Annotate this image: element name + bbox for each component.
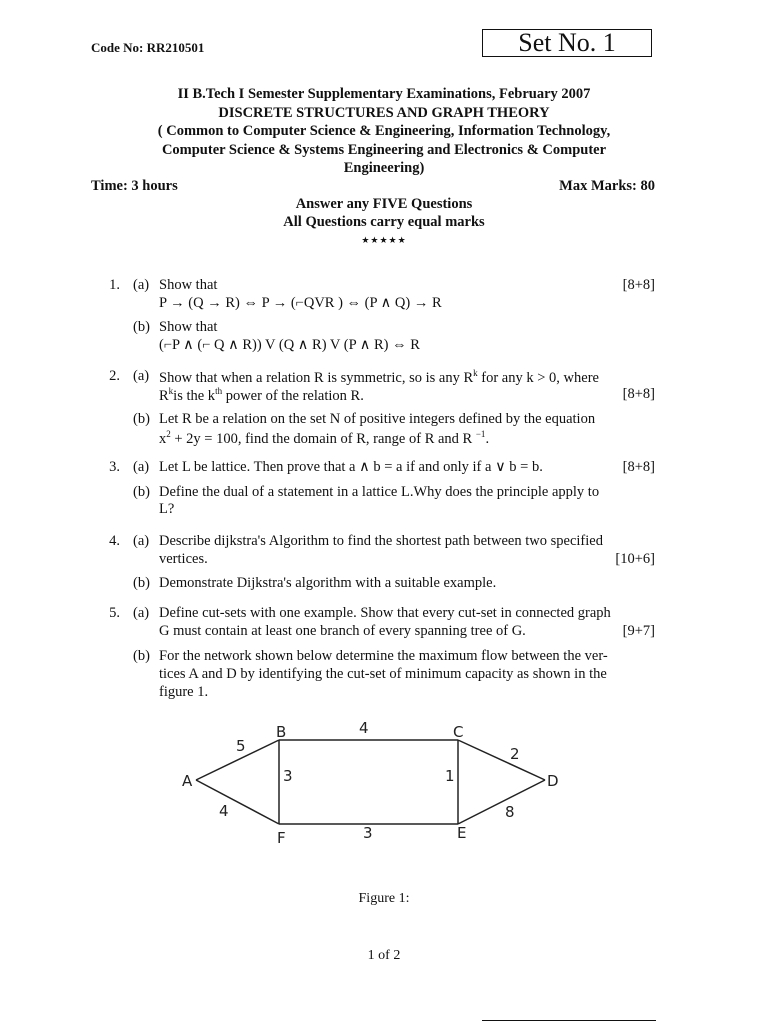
q5a-line2: G must contain at least one branch of every spanning tree of G.	[159, 623, 526, 639]
instruction-equal-marks: All Questions carry equal marks	[283, 214, 485, 230]
q3a-label: (a)	[133, 459, 150, 475]
q2a-line2-sup1: k	[168, 386, 174, 396]
footer-rule	[482, 1020, 656, 1021]
q2b-line2-sup2: −1	[475, 429, 486, 439]
q2b-line2-pre: x	[159, 430, 167, 447]
common-to-line2: Computer Science & Systems Engineering and Electronics & Computer	[161, 142, 607, 158]
stars-divider: ★★★★★	[361, 236, 407, 246]
figure-caption: Figure 1:	[358, 891, 410, 906]
q3b-label: (b)	[133, 484, 150, 500]
q3b-line1: Define the dual of a statement in a lattice L.Why does the principle apply to	[159, 484, 600, 500]
q5-marks: [9+7]	[622, 623, 655, 639]
weight-cd: 2	[510, 745, 520, 763]
q1a-expression: P → (Q → R) ⇔ P → (⌐QVR ) ⇔ (P ∧ Q) → R	[159, 295, 442, 311]
q2a-line2-sup2: th	[215, 386, 223, 396]
q2-marks: [8+8]	[622, 386, 655, 402]
node-e-label: E	[457, 824, 467, 842]
common-to-line3: Engineering)	[343, 160, 425, 176]
instruction-answer-five: Answer any FIVE Questions	[295, 196, 473, 212]
q2a-line2-post: power of the relation R.	[222, 387, 364, 404]
edge-af	[196, 780, 279, 824]
q2a-line1-post: for any k > 0, where	[477, 369, 599, 386]
q1b-label: (b)	[133, 319, 150, 335]
q5b-line1: For the network shown below determine the maximum flow between the ver-	[159, 648, 608, 664]
q5b-line3: figure 1.	[159, 684, 209, 700]
q5b-label: (b)	[133, 648, 150, 664]
weight-bf: 3	[283, 767, 293, 785]
edge-cd	[458, 740, 545, 780]
weight-ab: 5	[236, 737, 246, 755]
weight-af: 4	[219, 802, 229, 820]
q1a-text: Show that	[159, 277, 218, 293]
weight-fe: 3	[363, 824, 373, 842]
node-a-label: A	[182, 772, 193, 790]
q2b-line2-mid: + 2y = 100, find the domain of R, range of R and R	[170, 430, 476, 447]
q5a-label: (a)	[133, 605, 150, 621]
subject-title: DISCRETE STRUCTURES AND GRAPH THEORY	[218, 105, 550, 121]
q2-number: 2.	[109, 368, 120, 384]
q2a-line1-pre: Show that when a relation R is symmetric, so is any R	[159, 369, 474, 386]
q3-number: 3.	[109, 459, 120, 475]
q1a-label: (a)	[133, 277, 150, 293]
q1b-expression: (⌐P ∧ (⌐ Q ∧ R)) V (Q ∧ R) V (P ∧ R) ⇔ R	[159, 337, 420, 353]
q4a-line1: Describe dijkstra's Algorithm to find the shortest path between two specified	[159, 533, 603, 549]
weight-ce: 1	[445, 767, 455, 785]
set-number-box: Set No. 1	[482, 29, 652, 57]
exam-title: II B.Tech I Semester Supplementary Examinations, February 2007	[177, 86, 591, 102]
node-d-label: D	[547, 772, 559, 790]
edge-ed	[458, 780, 545, 824]
weight-ed: 8	[505, 803, 515, 821]
code-number: Code No: RR210501	[91, 40, 205, 55]
q2a-line1-sup: k	[473, 368, 478, 378]
q1-marks: [8+8]	[622, 277, 655, 293]
q4a-line2: vertices.	[159, 551, 208, 567]
node-c-label: C	[453, 723, 464, 741]
max-marks-label: Max Marks: 80	[559, 178, 655, 194]
q2b-line2-sup: 2	[166, 429, 171, 439]
q2b-line2-post: .	[485, 430, 490, 447]
q3a-text: Let L be lattice. Then prove that a ∧ b = a if and only if a ∨ b = b.	[159, 459, 543, 475]
q4-marks: [10+6]	[615, 551, 655, 567]
q4b-line1: Demonstrate Dijkstra's algorithm with a suitable example.	[159, 575, 497, 591]
q2a-line2-pre: R	[159, 387, 169, 404]
page-number: 1 of 2	[367, 948, 401, 963]
q1b-text: Show that	[159, 319, 218, 335]
q1-number: 1.	[109, 277, 120, 293]
q2a-label: (a)	[133, 368, 150, 384]
q4b-label: (b)	[133, 575, 150, 591]
weight-bc: 4	[359, 719, 369, 737]
q3-marks: [8+8]	[622, 459, 655, 475]
q3b-line2: L?	[159, 501, 175, 517]
q2a-line2-mid: is the k	[173, 387, 216, 404]
q5b-line2: tices A and D by identifying the cut-set of minimum capacity as shown in the	[159, 666, 607, 682]
q5-number: 5.	[109, 605, 120, 621]
q2b-label: (b)	[133, 411, 150, 427]
node-b-label: B	[276, 723, 287, 741]
q4a-label: (a)	[133, 533, 150, 549]
common-to-line1: ( Common to Computer Science & Engineering, Information Technology,	[157, 123, 611, 139]
node-f-label: F	[277, 829, 286, 847]
time-label: Time: 3 hours	[91, 178, 178, 194]
q4-number: 4.	[109, 533, 120, 549]
q2b-line1: Let R be a relation on the set N of positive integers defined by the equation	[159, 411, 596, 427]
q5a-line1: Define cut-sets with one example. Show that every cut-set in connected graph	[159, 605, 611, 621]
